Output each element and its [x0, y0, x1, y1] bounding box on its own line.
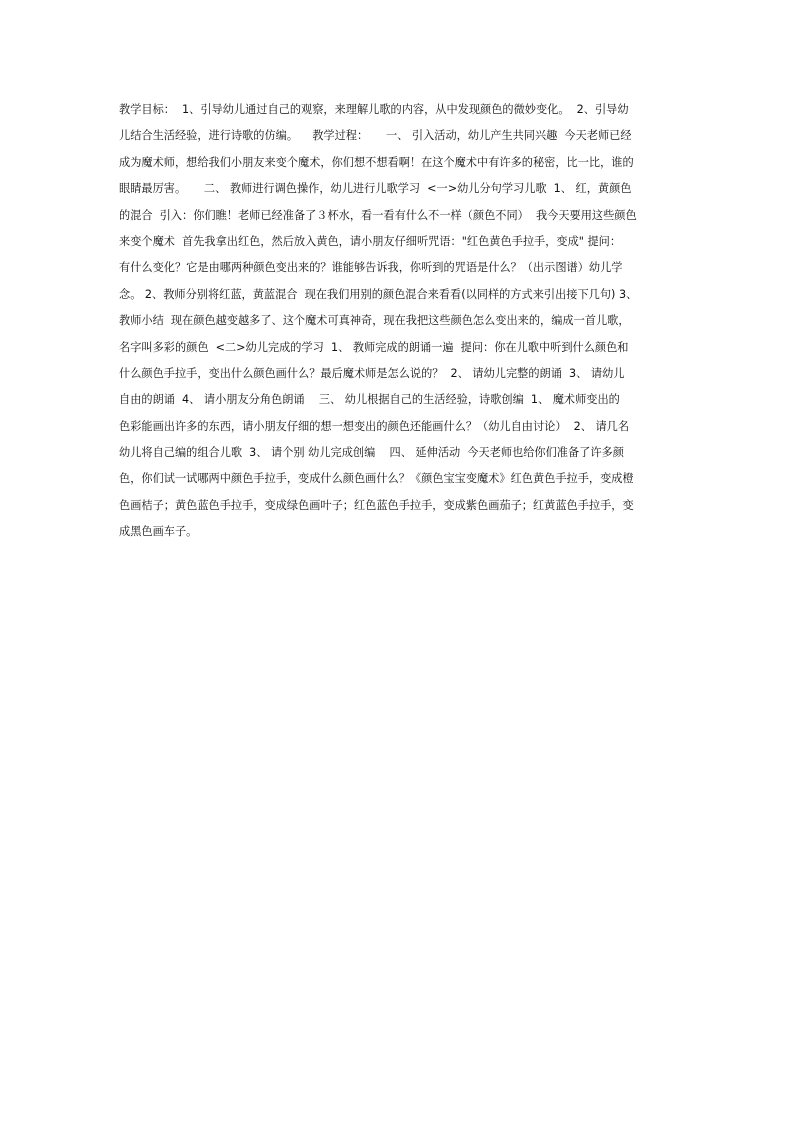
text-line: 自由的朗诵 4、 请小朋友分角色朗诵 三、 幼儿根据自己的生活经验，诗歌创编 1、 魔术师变出的: [119, 393, 620, 407]
text-line: 教师小结 现在颜色越变越多了、这个魔术可真神奇，现在我把这些颜色怎么变出来的，编成一首儿歌，: [119, 314, 630, 328]
text-line: 成为魔术师，想给我们小朋友来变个魔术，你们想不想看啊！在这个魔术中有许多的秘密，比一比，谁的: [119, 155, 634, 169]
text-line: 成黑色画车子。: [119, 525, 198, 539]
text-line: 色，你们试一试哪两中颜色手拉手，变成什么颜色画什么？《颜色宝宝变魔术》红色黄色手拉手，变成橙: [119, 472, 634, 486]
text-line: 教学目标： 1、引导幼儿通过自己的观察，来理解儿歌的内容，从中发现颜色的微妙变化。 2、引导幼: [119, 103, 629, 116]
text-line: 来变个魔术 首先我拿出红色，然后放入黄色，请小朋友仔细听咒语："红色黄色手拉手，变成" 提问：: [119, 234, 622, 248]
text-line: 什么颜色手拉手，变出什么颜色画什么？最后魔术师是怎么说的？ 2、 请幼儿完整的朗诵 3、 请幼儿: [119, 366, 625, 380]
text-line: 念。 2、教师分别将红蓝，黄蓝混合 现在我们用别的颜色混合来看看(以同样的方式来引出接下几句) 3、: [119, 287, 638, 301]
text-line: 的混合 引入：你们瞧！老师已经准备了３杯水，看一看有什么不一样（颜色不同） 我今天要用这些颜色: [119, 208, 637, 222]
text-line: 儿结合生活经验，进行诗歌的仿编。 教学过程： 一、 引入活动，幼儿产生共同兴趣 今天老师已经: [119, 129, 632, 143]
text-line: 色彩能画出许多的东西，请小朋友仔细的想一想变出的颜色还能画什么？（幼儿自由讨论） 2、 请几名: [119, 419, 630, 433]
text-line: 有什么变化？它是由哪两种颜色变出来的？谁能够告诉我，你听到的咒语是什么？（出示图谱）幼儿学: [119, 261, 623, 275]
text-line: 幼儿将自己编的组合儿歌 3、 请个别 幼儿完成创编 四、 延伸活动 今天老师也给你们准备了许多颜: [119, 446, 624, 460]
text-line: 眼睛最厉害。 二、 教师进行调色操作，幼儿进行儿歌学习 <一>幼儿分句学习儿歌 1、 红，黄颜色: [119, 182, 632, 196]
text-line: 色画桔子；黄色蓝色手拉手，变成绿色画叶子；红色蓝色手拉手，变成紫色画茄子；红黄蓝色手拉手，变: [119, 498, 634, 512]
text-line: 名字叫多彩的颜色 <二>幼儿完成的学习 1、 教师完成的朗诵一遍 提问：你在儿歌中听到什么颜色和: [119, 340, 629, 354]
document-body: [119, 97, 681, 546]
